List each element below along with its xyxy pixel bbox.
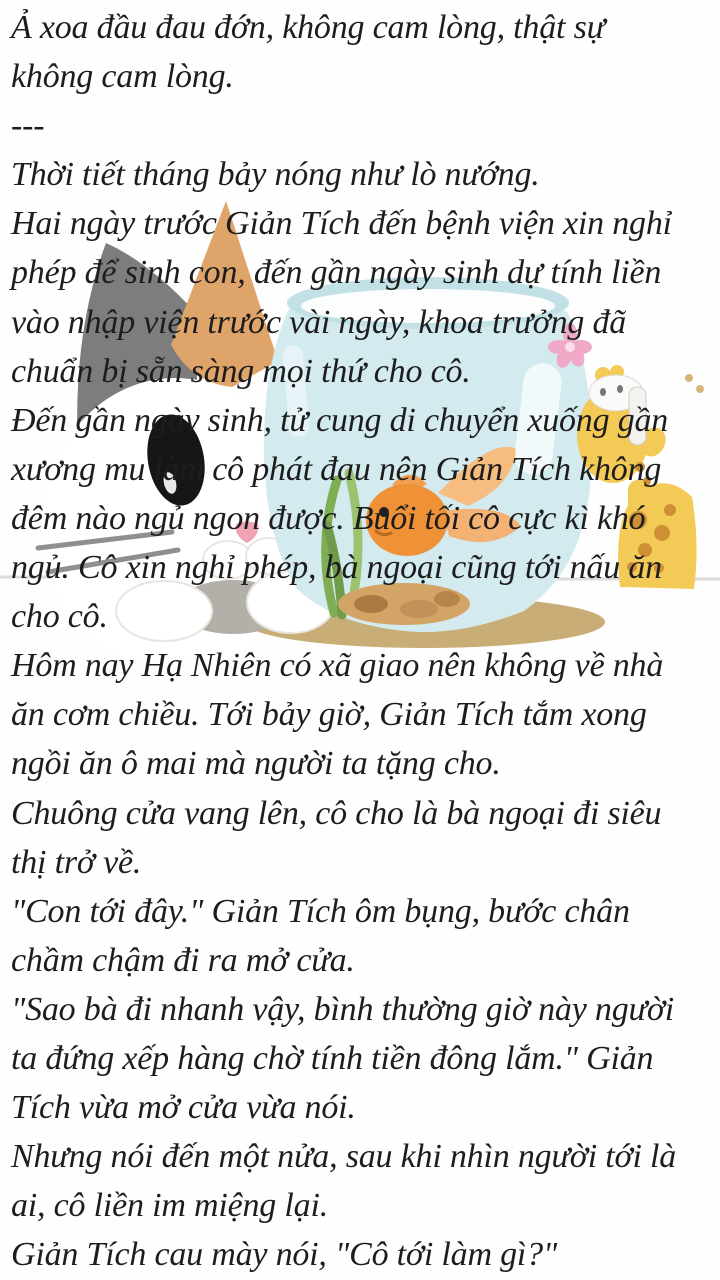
story-line: Nhưng nói đến một nửa, sau khi nhìn người tới là <box>11 1138 677 1176</box>
story-line: ngủ. Cô xin nghỉ phép, bà ngoại cũng tới nấu ăn <box>11 549 662 587</box>
story-line: "Con tới đây." Giản Tích ôm bụng, bước chân <box>11 892 630 930</box>
story-line: Hai ngày trước Giản Tích đến bệnh viện xin nghỉ <box>11 205 672 243</box>
story-line: Tích vừa mở cửa vừa nói. <box>11 1089 356 1127</box>
story-line: ăn cơm chiều. Tới bảy giờ, Giản Tích tắm xong <box>11 696 647 734</box>
story-line: cho cô. <box>11 598 108 636</box>
story-line: xương mu làm cô phát đau nên Giản Tích không <box>11 450 662 488</box>
story-line: ngồi ăn ô mai mà người ta tặng cho. <box>11 745 501 783</box>
story-line: "Sao bà đi nhanh vậy, bình thường giờ này người <box>11 990 675 1028</box>
story-line: ta đứng xếp hàng chờ tính tiền đông lắm." Giản <box>11 1039 654 1077</box>
story-line: Đến gần ngày sinh, tử cung di chuyển xuống gần <box>11 401 669 439</box>
story-line: thị trở về. <box>11 843 142 881</box>
story-line: --- <box>11 107 45 145</box>
story-line: Giản Tích cau mày nói, "Cô tới làm gì?" <box>11 1236 558 1274</box>
story-line: Thời tiết tháng bảy nóng như lò nướng. <box>11 156 540 194</box>
story-line: Hôm nay Hạ Nhiên có xã giao nên không về nhà <box>11 647 664 685</box>
story-line: chầm chậm đi ra mở cửa. <box>11 941 355 979</box>
story-line: Ả xoa đầu đau đớn, không cam lòng, thật sự <box>11 9 605 46</box>
story-line: Chuông cửa vang lên, cô cho là bà ngoại đi siêu <box>11 794 662 832</box>
story-line: vào nhập viện trước vài ngày, khoa trưởng đã <box>11 303 627 341</box>
story-line: đêm nào ngủ ngon được. Buổi tối cô cực kì khó <box>11 499 646 537</box>
story-line: ai, cô liền im miệng lại. <box>11 1187 329 1225</box>
story-line: không cam lòng. <box>11 58 234 96</box>
story-line: chuẩn bị sẵn sàng mọi thứ cho cô. <box>11 352 471 390</box>
story-line: phép để sinh con, đến gần ngày sinh dự tính liền <box>11 254 662 292</box>
